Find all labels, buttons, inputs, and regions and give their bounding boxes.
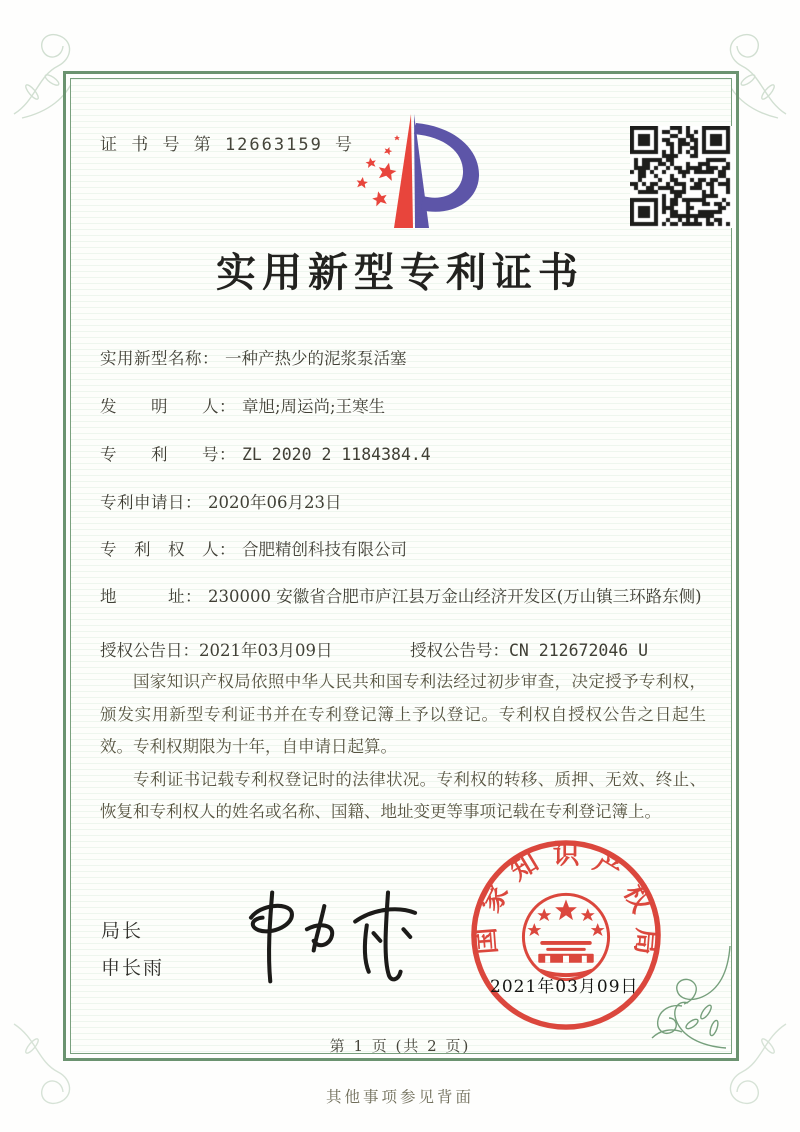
legal-paragraph-1: 国家知识产权局依照中华人民共和国专利法经过初步审查，决定授予专利权，颁发实用新型专利证书并在专利登记簿上予以登记。专利权自授权公告之日起生效。专利权期限为十年，自申请日起算。 — [100, 672, 706, 756]
field-grant-row — [100, 637, 706, 661]
seal-org-text: 国家知识产权局 — [469, 839, 663, 956]
qr-code — [630, 126, 732, 228]
legal-paragraph-2: 专利证书记载专利权登记时的法律状况。专利权的转移、质押、无效、终止、恢复和专利权人的姓名或名称、国籍、地址变更等事项记载在专利登记簿上。 — [100, 769, 706, 821]
svg-text:国家知识产权局 — [470, 839, 662, 955]
field-label: 专利申请日： — [100, 493, 202, 512]
legal-text — [100, 666, 706, 829]
seal-date: 2021年03月09日 — [490, 977, 639, 997]
field-value: 一种产热少的泥浆泵活塞 — [225, 349, 407, 368]
field-value: 合肥精创科技有限公司 — [242, 540, 407, 559]
grant-number-label: 授权公告号： — [410, 641, 509, 660]
field-address — [100, 583, 706, 610]
commissioner-name: 申长雨 — [101, 957, 165, 979]
grant-number-value: CN 212672046 U — [509, 641, 649, 660]
grant-number-pair — [410, 637, 648, 661]
field-patentee — [100, 536, 706, 563]
field-value: 230000 安徽省合肥市庐江县万金山经济开发区(万山镇三环路东侧) — [208, 587, 702, 606]
field-label: 发 明 人： — [100, 397, 236, 416]
commissioner-title: 局长 — [101, 920, 144, 942]
field-application-date — [100, 489, 706, 516]
field-value: 章旭;周运尚;王寒生 — [242, 397, 386, 416]
certificate-title: 实用新型专利证书 — [216, 249, 584, 296]
commissioner-signature — [222, 878, 444, 994]
field-label: 专 利 号： — [100, 445, 236, 464]
field-value: 2020年06月23日 — [208, 493, 342, 512]
cnipa-logo — [338, 110, 483, 232]
page-number: 第 1 页 (共 2 页) — [329, 1037, 471, 1055]
floral-ornament-bottom-right — [622, 942, 734, 1054]
national-emblem-icon — [523, 894, 608, 979]
field-inventors — [100, 393, 706, 420]
field-utility-model-name — [100, 345, 706, 372]
field-patent-number — [100, 441, 706, 468]
field-value: ZL 2020 2 1184384.4 — [242, 445, 431, 464]
certificate-number: 证 书 号 第 12663159 号 — [100, 135, 355, 155]
back-note: 其他事项参见背面 — [325, 1088, 474, 1106]
field-label: 专 利 权 人： — [100, 540, 236, 559]
field-label: 实用新型名称： — [100, 349, 219, 368]
field-label: 地 址： — [100, 587, 202, 606]
grant-date-label: 授权公告日： — [100, 641, 199, 660]
grant-date-value: 2021年03月09日 — [199, 641, 333, 660]
